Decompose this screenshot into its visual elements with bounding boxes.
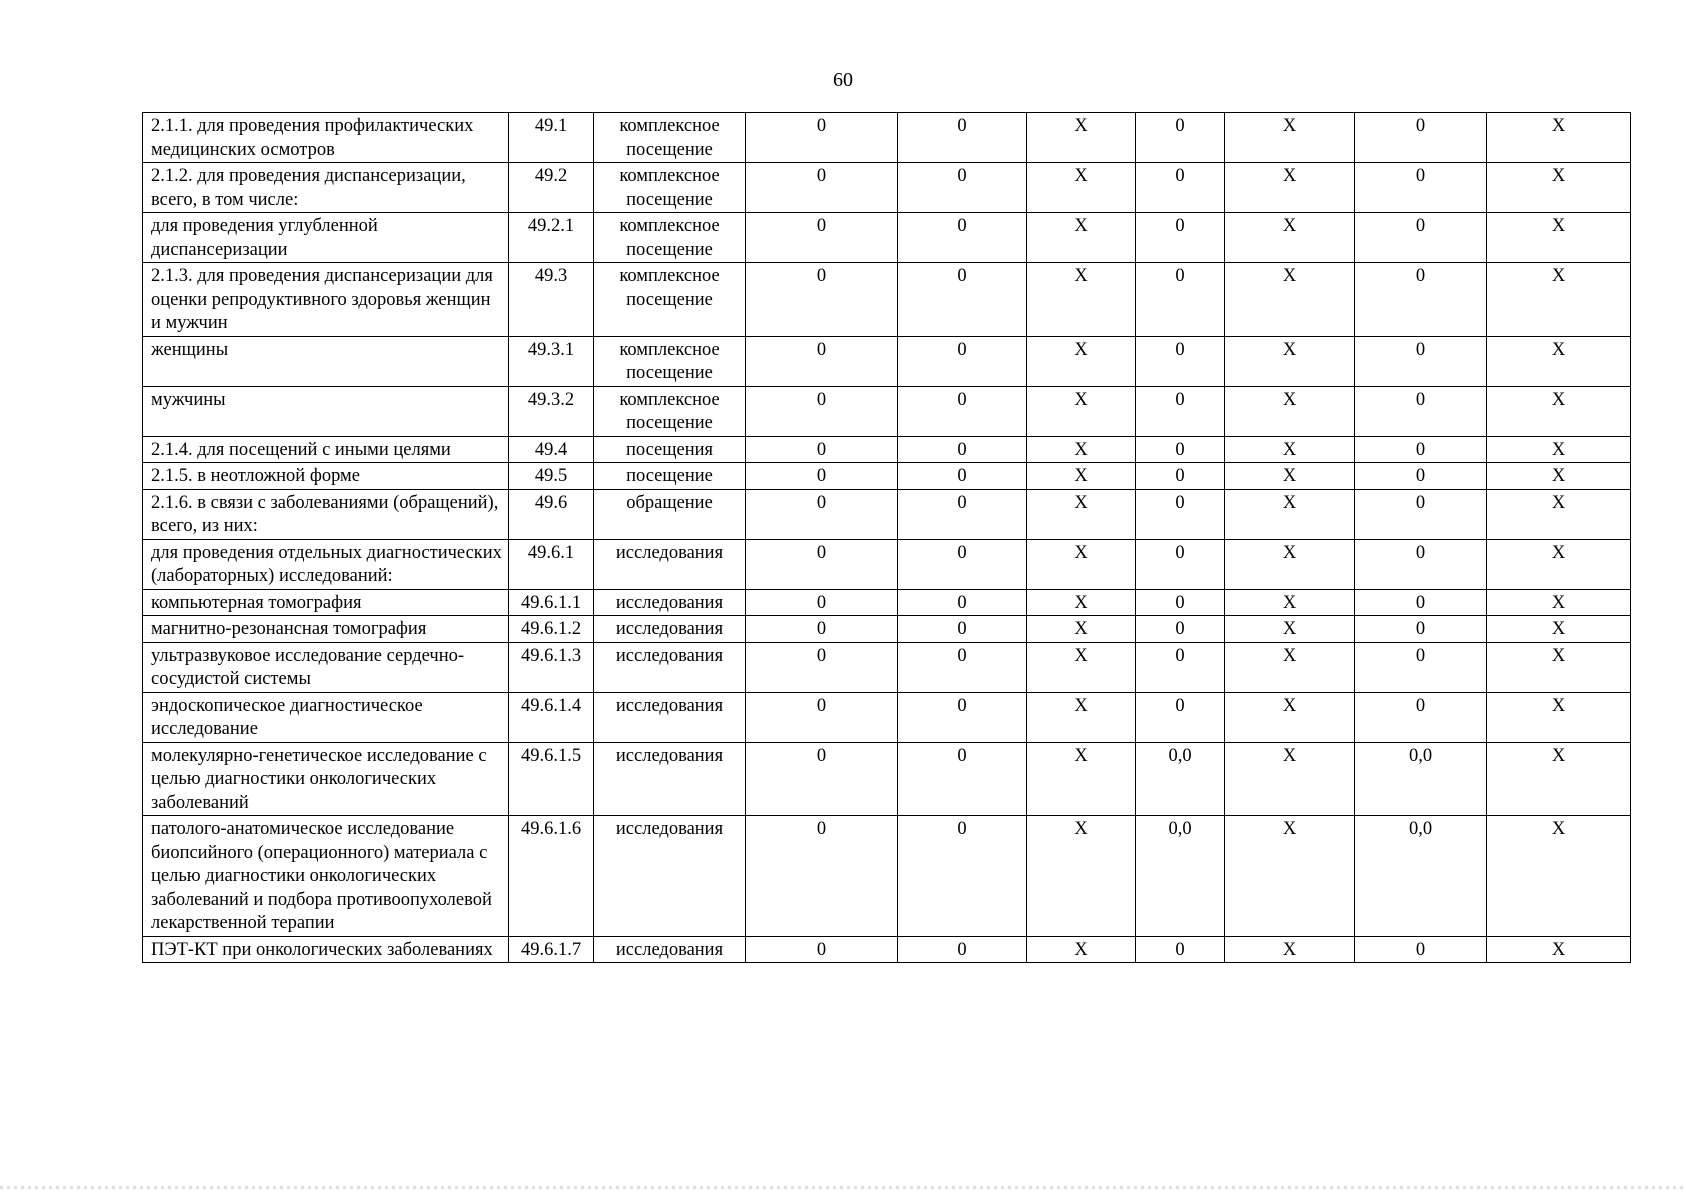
row-name-cell: мужчины [143, 386, 509, 436]
row-value-cell: X [1027, 163, 1136, 213]
row-value-cell: 0 [746, 213, 898, 263]
table-row [143, 263, 1631, 337]
row-value-cell: 0 [898, 489, 1027, 539]
table-row [143, 386, 1631, 436]
row-value-cell: 0 [898, 589, 1027, 616]
table-row [143, 816, 1631, 937]
row-value-cell: 0 [1355, 336, 1487, 386]
row-value-cell: 0 [746, 589, 898, 616]
row-unit-cell: исследования [594, 616, 746, 643]
row-value-cell: X [1027, 336, 1136, 386]
row-value-cell: X [1225, 386, 1355, 436]
row-value-cell: 0 [898, 163, 1027, 213]
row-value-cell: 0 [1136, 436, 1225, 463]
row-value-cell: X [1027, 436, 1136, 463]
row-value-cell: X [1487, 163, 1631, 213]
row-value-cell: 0,0 [1355, 742, 1487, 816]
row-value-cell: 0 [1136, 113, 1225, 163]
row-name-cell: 2.1.4. для посещений с иными целями [143, 436, 509, 463]
row-value-cell: 0,0 [1355, 816, 1487, 937]
row-name-cell: для проведения углубленной диспансеризации [143, 213, 509, 263]
row-value-cell: 0 [1136, 692, 1225, 742]
row-value-cell: X [1487, 589, 1631, 616]
row-value-cell: X [1225, 336, 1355, 386]
row-value-cell: 0 [746, 463, 898, 490]
row-value-cell: 0 [746, 489, 898, 539]
row-value-cell: 0 [1355, 463, 1487, 490]
row-value-cell: X [1225, 936, 1355, 963]
row-value-cell: 0 [1136, 489, 1225, 539]
row-value-cell: 0,0 [1136, 816, 1225, 937]
row-name-cell: женщины [143, 336, 509, 386]
row-value-cell: 0 [898, 336, 1027, 386]
row-value-cell: 0 [746, 816, 898, 937]
row-value-cell: X [1225, 589, 1355, 616]
row-name-cell: 2.1.2. для проведения диспансеризации, всего, в том числе: [143, 163, 509, 213]
row-value-cell: X [1225, 539, 1355, 589]
row-value-cell: X [1225, 816, 1355, 937]
row-name-cell: магнитно-резонансная томография [143, 616, 509, 643]
row-unit-cell: исследования [594, 589, 746, 616]
row-value-cell: 0 [1355, 489, 1487, 539]
row-code-cell: 49.6.1.1 [509, 589, 594, 616]
row-value-cell: 0 [746, 692, 898, 742]
row-value-cell: 0 [1355, 386, 1487, 436]
row-value-cell: 0,0 [1136, 742, 1225, 816]
row-value-cell: X [1487, 263, 1631, 337]
row-value-cell: X [1027, 213, 1136, 263]
row-unit-cell: обращение [594, 489, 746, 539]
table-row [143, 692, 1631, 742]
row-unit-cell: исследования [594, 936, 746, 963]
row-value-cell: X [1487, 816, 1631, 937]
row-value-cell: X [1027, 742, 1136, 816]
row-value-cell: X [1487, 463, 1631, 490]
table-row [143, 642, 1631, 692]
row-value-cell: X [1225, 692, 1355, 742]
row-unit-cell: комплексное посещение [594, 113, 746, 163]
row-code-cell: 49.6.1 [509, 539, 594, 589]
row-value-cell: X [1027, 489, 1136, 539]
row-value-cell: 0 [1355, 539, 1487, 589]
row-value-cell: 0 [1136, 642, 1225, 692]
row-value-cell: X [1487, 692, 1631, 742]
row-value-cell: 0 [1136, 336, 1225, 386]
row-value-cell: X [1487, 616, 1631, 643]
row-unit-cell: исследования [594, 816, 746, 937]
row-value-cell: X [1225, 463, 1355, 490]
table-row [143, 616, 1631, 643]
row-name-cell: патолого-анатомическое исследование биопсийного (операционного) материала с целью диагностики онкологических заболеваний и подбора противоопухолевой лекарственной терапии [143, 816, 509, 937]
table-row [143, 936, 1631, 963]
row-unit-cell: исследования [594, 642, 746, 692]
row-value-cell: 0 [1355, 642, 1487, 692]
row-value-cell: 0 [1355, 163, 1487, 213]
row-code-cell: 49.1 [509, 113, 594, 163]
row-value-cell: X [1225, 616, 1355, 643]
row-value-cell: 0 [1136, 463, 1225, 490]
row-value-cell: 0 [746, 642, 898, 692]
row-value-cell: X [1225, 436, 1355, 463]
row-value-cell: X [1027, 539, 1136, 589]
row-value-cell: X [1225, 489, 1355, 539]
row-value-cell: X [1027, 589, 1136, 616]
row-value-cell: X [1487, 642, 1631, 692]
row-value-cell: 0 [1136, 263, 1225, 337]
row-code-cell: 49.6 [509, 489, 594, 539]
row-value-cell: 0 [898, 742, 1027, 816]
row-code-cell: 49.6.1.6 [509, 816, 594, 937]
row-code-cell: 49.4 [509, 436, 594, 463]
row-code-cell: 49.6.1.4 [509, 692, 594, 742]
row-value-cell: X [1027, 113, 1136, 163]
row-value-cell: 0 [746, 616, 898, 643]
row-value-cell: X [1487, 489, 1631, 539]
row-value-cell: X [1225, 163, 1355, 213]
row-unit-cell: посещение [594, 463, 746, 490]
row-code-cell: 49.3 [509, 263, 594, 337]
row-value-cell: X [1487, 113, 1631, 163]
row-value-cell: 0 [1355, 436, 1487, 463]
row-value-cell: X [1225, 113, 1355, 163]
page-number: 60 [833, 69, 853, 91]
row-value-cell: 0 [1355, 263, 1487, 337]
row-value-cell: X [1225, 213, 1355, 263]
row-value-cell: X [1487, 742, 1631, 816]
table-body [143, 113, 1631, 963]
row-code-cell: 49.6.1.2 [509, 616, 594, 643]
row-code-cell: 49.6.1.7 [509, 936, 594, 963]
row-value-cell: 0 [898, 263, 1027, 337]
table-row [143, 742, 1631, 816]
row-value-cell: 0 [1136, 213, 1225, 263]
row-value-cell: 0 [898, 213, 1027, 263]
row-name-cell: 2.1.3. для проведения диспансеризации для оценки репродуктивного здоровья женщин и мужчин [143, 263, 509, 337]
row-value-cell: X [1487, 336, 1631, 386]
row-value-cell: 0 [898, 463, 1027, 490]
row-value-cell: X [1027, 386, 1136, 436]
row-value-cell: X [1027, 616, 1136, 643]
row-name-cell: компьютерная томография [143, 589, 509, 616]
table-row [143, 539, 1631, 589]
row-value-cell: 0 [898, 936, 1027, 963]
row-value-cell: X [1225, 263, 1355, 337]
row-value-cell: X [1027, 936, 1136, 963]
table-row [143, 113, 1631, 163]
row-value-cell: 0 [1136, 616, 1225, 643]
row-value-cell: X [1487, 213, 1631, 263]
row-value-cell: 0 [746, 263, 898, 337]
row-value-cell: 0 [1136, 163, 1225, 213]
row-value-cell: 0 [1355, 113, 1487, 163]
row-value-cell: 0 [746, 386, 898, 436]
table-row [143, 213, 1631, 263]
row-name-cell: ультразвуковое исследование сердечно-сосудистой системы [143, 642, 509, 692]
row-value-cell: 0 [898, 816, 1027, 937]
row-value-cell: X [1487, 386, 1631, 436]
row-name-cell: 2.1.6. в связи с заболеваниями (обращений), всего, из них: [143, 489, 509, 539]
scan-noise-line [0, 1186, 1686, 1189]
row-unit-cell: комплексное посещение [594, 263, 746, 337]
row-unit-cell: посещения [594, 436, 746, 463]
row-name-cell: 2.1.1. для проведения профилактических медицинских осмотров [143, 113, 509, 163]
row-value-cell: 0 [898, 436, 1027, 463]
row-value-cell: 0 [898, 642, 1027, 692]
row-unit-cell: исследования [594, 742, 746, 816]
row-value-cell: X [1487, 936, 1631, 963]
row-value-cell: 0 [1136, 589, 1225, 616]
row-value-cell: X [1487, 539, 1631, 589]
row-value-cell: 0 [746, 936, 898, 963]
row-value-cell: 0 [1355, 589, 1487, 616]
row-unit-cell: комплексное посещение [594, 163, 746, 213]
row-unit-cell: комплексное посещение [594, 213, 746, 263]
row-value-cell: 0 [746, 436, 898, 463]
row-name-cell: 2.1.5. в неотложной форме [143, 463, 509, 490]
row-value-cell: 0 [1355, 936, 1487, 963]
row-unit-cell: исследования [594, 692, 746, 742]
row-code-cell: 49.6.1.3 [509, 642, 594, 692]
table-row [143, 336, 1631, 386]
table-row [143, 589, 1631, 616]
row-code-cell: 49.5 [509, 463, 594, 490]
row-value-cell: X [1027, 642, 1136, 692]
row-name-cell: для проведения отдельных диагностических (лабораторных) исследований: [143, 539, 509, 589]
row-value-cell: 0 [746, 113, 898, 163]
table-row [143, 463, 1631, 490]
row-value-cell: 0 [1136, 386, 1225, 436]
row-value-cell: X [1027, 463, 1136, 490]
row-unit-cell: комплексное посещение [594, 336, 746, 386]
table-row [143, 163, 1631, 213]
row-code-cell: 49.2.1 [509, 213, 594, 263]
row-value-cell: X [1027, 263, 1136, 337]
row-unit-cell: комплексное посещение [594, 386, 746, 436]
row-value-cell: 0 [746, 539, 898, 589]
row-value-cell: 0 [898, 616, 1027, 643]
row-value-cell: 0 [746, 336, 898, 386]
row-value-cell: 0 [1355, 213, 1487, 263]
row-value-cell: 0 [1136, 539, 1225, 589]
row-name-cell: молекулярно-генетическое исследование с целью диагностики онкологических заболеваний [143, 742, 509, 816]
row-value-cell: 0 [746, 163, 898, 213]
row-value-cell: 0 [898, 113, 1027, 163]
row-unit-cell: исследования [594, 539, 746, 589]
row-value-cell: 0 [898, 386, 1027, 436]
row-code-cell: 49.6.1.5 [509, 742, 594, 816]
table-row [143, 436, 1631, 463]
row-name-cell: ПЭТ-КТ при онкологических заболеваниях [143, 936, 509, 963]
row-value-cell: X [1027, 692, 1136, 742]
row-value-cell: X [1487, 436, 1631, 463]
row-value-cell: X [1027, 816, 1136, 937]
row-value-cell: 0 [1136, 936, 1225, 963]
row-value-cell: 0 [746, 742, 898, 816]
row-value-cell: X [1225, 642, 1355, 692]
row-value-cell: 0 [898, 539, 1027, 589]
row-value-cell: X [1225, 742, 1355, 816]
row-name-cell: эндоскопическое диагностическое исследование [143, 692, 509, 742]
row-code-cell: 49.2 [509, 163, 594, 213]
row-value-cell: 0 [1355, 616, 1487, 643]
row-code-cell: 49.3.2 [509, 386, 594, 436]
row-value-cell: 0 [1355, 692, 1487, 742]
row-value-cell: 0 [898, 692, 1027, 742]
row-code-cell: 49.3.1 [509, 336, 594, 386]
data-table [142, 112, 1631, 963]
table-row [143, 489, 1631, 539]
